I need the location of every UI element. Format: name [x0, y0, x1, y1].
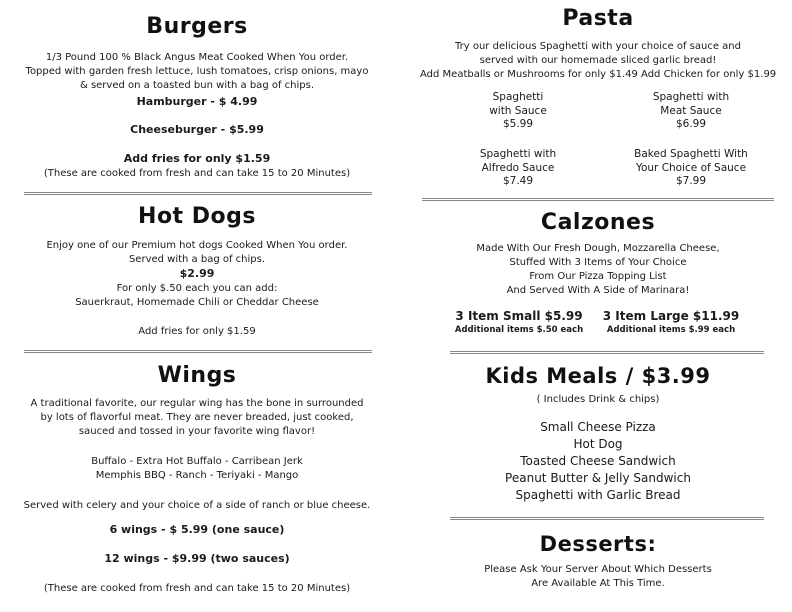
hotdogs-desc-1: Enjoy one of our Premium hot dogs Cooked When You order. [46, 240, 348, 251]
pasta-item-line1: Spaghetti with [652, 91, 730, 103]
divider [422, 198, 774, 201]
hotdogs-addons-2: Sauerkraut, Homemade Chili or Cheddar Cheese [75, 297, 319, 308]
kids-item: Toasted Cheese Sandwich [520, 454, 676, 468]
calzone-large [598, 310, 744, 337]
wings-twelve-price: 12 wings - $9.99 (two sauces) [104, 552, 290, 565]
pasta-item-price: $5.99 [502, 118, 534, 130]
pasta-desc-3: Add Meatballs or Mushrooms for only $1.49 Add Chicken for only $1.99 [420, 69, 777, 80]
divider [450, 517, 764, 520]
pasta-item-line2: Alfredo Sauce [481, 161, 555, 174]
wings-flavors-1: Buffalo - Extra Hot Buffalo - Carribean Jerk [91, 456, 303, 467]
burgers-note: (These are cooked from fresh and can take 15 to 20 Minutes) [43, 168, 351, 179]
pasta-title: Pasta [562, 6, 634, 31]
wings-desc-2: by lots of flavorful meat. They are never breaded, just cooked, [40, 412, 354, 423]
pasta-item-line2: Meat Sauce [660, 104, 722, 117]
divider [450, 351, 764, 354]
calzone-large-additional: Additional items $.99 each [606, 324, 736, 335]
pasta-item-price: $7.49 [502, 175, 534, 187]
calzones-desc-3: From Our Pizza Topping List [529, 271, 667, 282]
calzone-small-additional: Additional items $.50 each [454, 324, 584, 335]
hotdogs-title: Hot Dogs [138, 204, 256, 229]
burgers-fries: Add fries for only $1.59 [123, 152, 271, 165]
pasta-item-line2: Your Choice of Sauce [635, 161, 747, 174]
pasta-item-price: $6.99 [675, 118, 707, 130]
pasta-item [616, 91, 766, 132]
divider [24, 192, 372, 195]
pasta-item-line1: Baked Spaghetti With [634, 148, 748, 160]
right-column [420, 0, 776, 612]
kids-item: Hot Dog [573, 437, 623, 451]
cheeseburger-price: Cheeseburger - $5.99 [130, 123, 264, 136]
wings-desc-1: A traditional favorite, our regular wing has the bone in surrounded [30, 398, 364, 409]
hotdogs-price: $2.99 [179, 267, 215, 280]
calzone-small-price: 3 Item Small $5.99 [455, 309, 583, 323]
pasta-item [458, 91, 578, 132]
burgers-title: Burgers [146, 14, 248, 39]
calzones-desc-4: And Served With A Side of Marinara! [506, 285, 690, 296]
hamburger-price: Hamburger - $ 4.99 [136, 95, 258, 108]
desserts-title: Desserts: [539, 532, 657, 556]
pasta-item-line2: with Sauce [489, 104, 547, 117]
burgers-desc-1: 1/3 Pound 100 % Black Angus Meat Cooked When You order. [45, 52, 349, 63]
calzones-desc-2: Stuffed With 3 Items of Your Choice [509, 257, 687, 268]
calzone-small [450, 310, 588, 337]
calzone-large-price: 3 Item Large $11.99 [602, 309, 740, 323]
desserts-desc-2: Are Available At This Time. [531, 578, 665, 589]
pasta-item [606, 148, 776, 189]
kids-title: Kids Meals / $3.99 [485, 364, 711, 388]
pasta-item-price: $7.99 [675, 175, 707, 187]
calzones-desc-1: Made With Our Fresh Dough, Mozzarella Cheese, [476, 243, 720, 254]
kids-item: Spaghetti with Garlic Bread [515, 488, 681, 502]
wings-title: Wings [157, 363, 237, 388]
kids-subtitle: ( Includes Drink & chips) [536, 394, 660, 405]
wings-desc-3: sauced and tossed in your favorite wing flavor! [78, 426, 316, 437]
pasta-item-line1: Spaghetti [492, 91, 544, 103]
desserts-desc-1: Please Ask Your Server About Which Desserts [484, 564, 712, 575]
hotdogs-desc-2: Served with a bag of chips. [128, 254, 266, 265]
burgers-desc-2: Topped with garden fresh lettuce, lush tomatoes, crisp onions, mayo [25, 66, 369, 77]
pasta-item-line1: Spaghetti with [479, 148, 557, 160]
left-column [18, 0, 376, 612]
wings-served: Served with celery and your choice of a side of ranch or blue cheese. [23, 500, 371, 511]
burgers-desc-3: & served on a toasted bun with a bag of chips. [79, 80, 315, 91]
wings-six-price: 6 wings - $ 5.99 (one sauce) [109, 523, 285, 536]
pasta-desc-1: Try our delicious Spaghetti with your choice of sauce and [455, 41, 741, 52]
pasta-desc-2: served with our homemade sliced garlic bread! [479, 55, 717, 66]
hotdogs-fries: Add fries for only $1.59 [138, 326, 256, 337]
kids-item: Small Cheese Pizza [540, 420, 656, 434]
kids-item: Peanut Butter & Jelly Sandwich [505, 471, 691, 485]
divider [24, 350, 372, 353]
calzones-title: Calzones [540, 210, 656, 235]
hotdogs-addons-1: For only $.50 each you can add: [116, 283, 278, 294]
wings-note: (These are cooked from fresh and can take 15 to 20 Minutes) [43, 583, 351, 594]
wings-flavors-2: Memphis BBQ - Ranch - Teriyaki - Mango [95, 470, 299, 481]
pasta-item [458, 148, 578, 189]
